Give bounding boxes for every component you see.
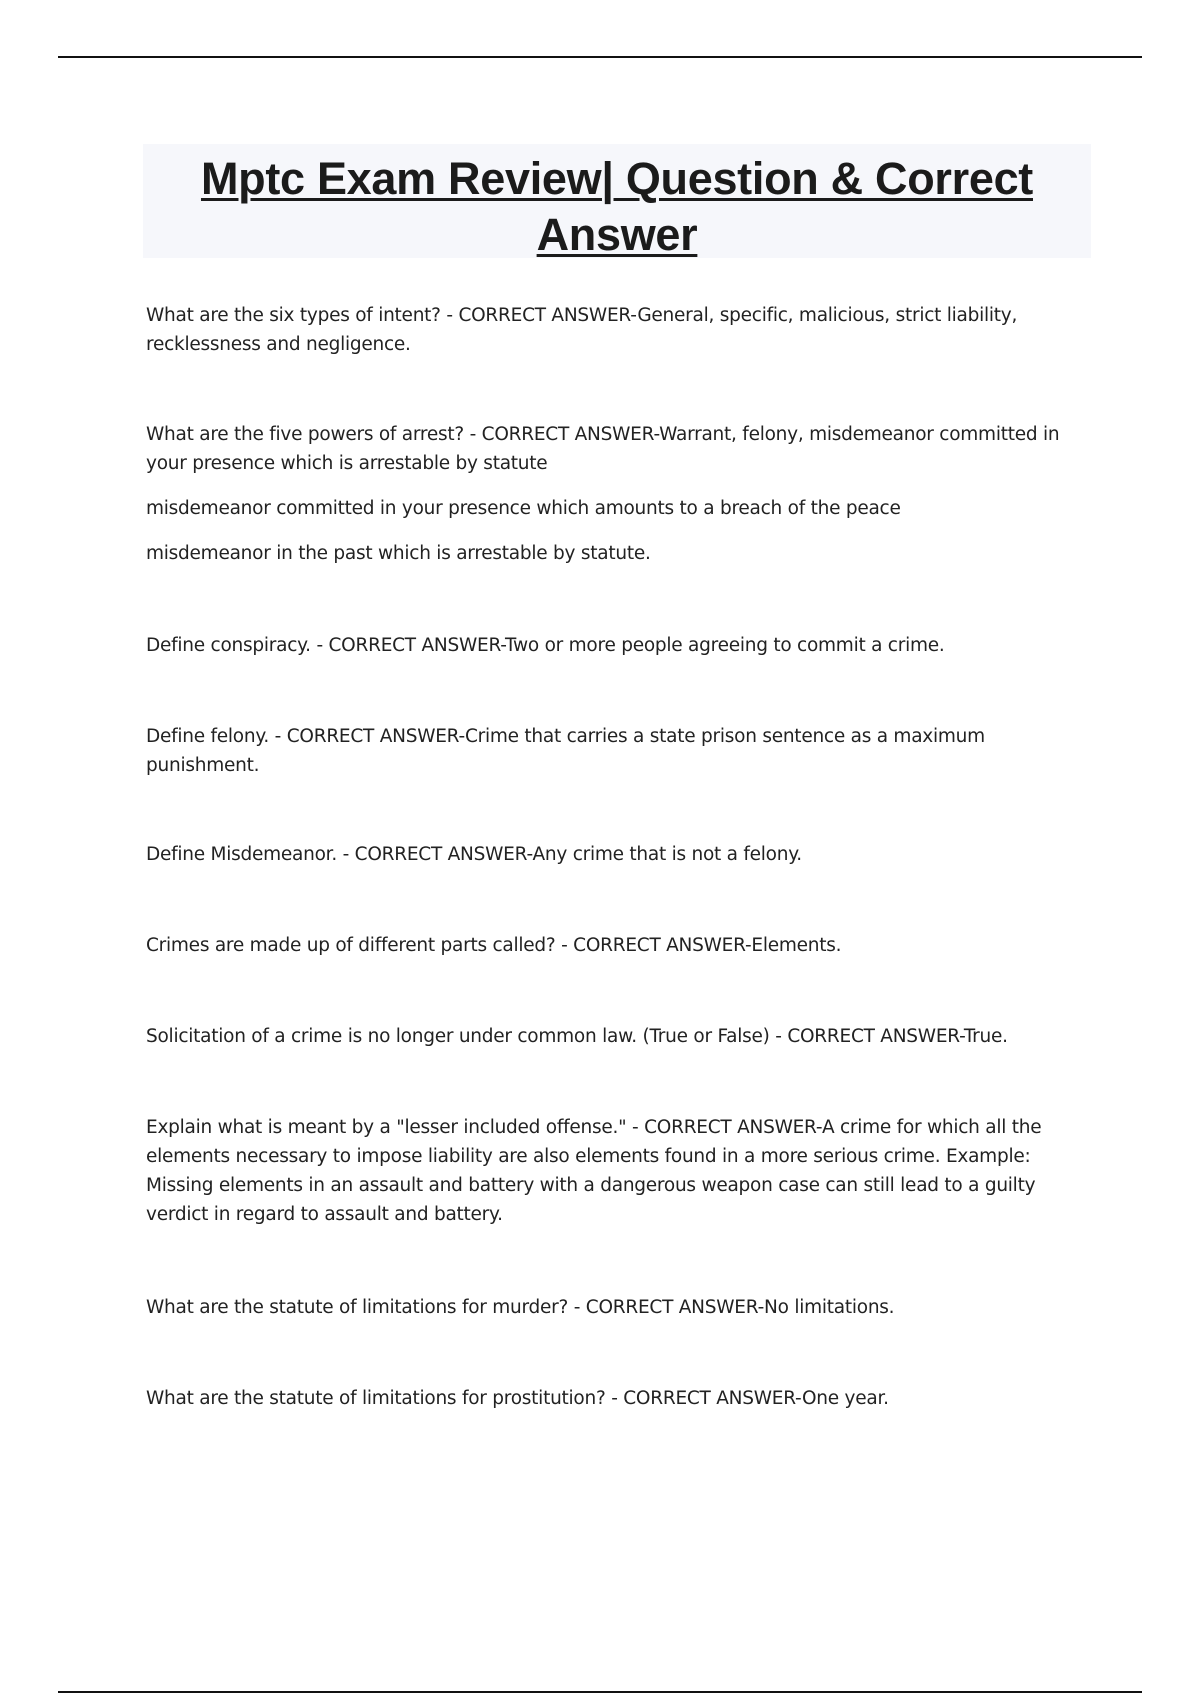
qa-answer-label: CORRECT ANSWER-: [787, 1026, 964, 1047]
qa-answer: Two or more people agreeing to commit a crime.: [505, 635, 945, 656]
qa-answer: General, specific, malicious, strict liability, recklessness and negligence.: [146, 305, 1018, 355]
qa-item-1: [146, 420, 1086, 568]
qa-extra-line: misdemeanor committed in your presence which amounts to a breach of the peace: [146, 498, 901, 519]
qa-item-2: [146, 631, 945, 660]
qa-separator: -: [269, 726, 287, 747]
qa-separator: -: [310, 635, 329, 656]
qa-answer-label: CORRECT ANSWER-: [328, 635, 506, 656]
qa-item-3: [146, 722, 1086, 780]
qa-question: Crimes are made up of different parts called?: [146, 935, 556, 956]
qa-item-5: [146, 931, 841, 960]
qa-separator: -: [769, 1026, 788, 1047]
qa-answer: Warrant, felony, misdemeanor committed in your presence which is arrestable by statute: [146, 424, 1060, 474]
qa-answer: True.: [963, 1026, 1008, 1047]
qa-item-7: [146, 1113, 1086, 1229]
qa-separator: -: [626, 1117, 645, 1138]
qa-question: Define Misdemeanor.: [146, 844, 337, 865]
qa-question: What are the statute of limitations for murder?: [146, 1297, 569, 1318]
qa-separator: -: [463, 424, 482, 445]
qa-separator: -: [555, 935, 574, 956]
qa-answer-label: CORRECT ANSWER-: [585, 1297, 765, 1318]
qa-answer-label: CORRECT ANSWER-: [481, 424, 660, 445]
qa-answer: Any crime that is not a felony.: [532, 844, 802, 865]
qa-answer: One year.: [802, 1388, 889, 1409]
qa-question: What are the statute of limitations for prostitution?: [146, 1388, 606, 1409]
qa-item-8: [146, 1293, 894, 1322]
qa-question: What are the six types of intent?: [146, 305, 441, 326]
qa-answer: Crime that carries a state prison sentence as a maximum punishment.: [146, 726, 985, 776]
qa-item-4: [146, 840, 802, 869]
qa-question: What are the five powers of arrest?: [146, 424, 464, 445]
qa-question: Solicitation of a crime is no longer under common law. (True or False): [146, 1026, 770, 1047]
qa-separator: -: [605, 1388, 624, 1409]
qa-answer-label: CORRECT ANSWER-: [458, 305, 638, 326]
qa-answer: A crime for which all the elements necessary to impose liability are also elements found in a more serious crime. Example: Missing elements in an assault and battery with a dangerous weapon case can still lead to a guilty verdict in regard to assault and battery.: [146, 1117, 1042, 1225]
top-divider: [58, 56, 1142, 58]
title-banner: [143, 144, 1091, 258]
qa-item-6: [146, 1022, 1008, 1051]
qa-question: Define felony.: [146, 726, 270, 747]
qa-item-0: [146, 301, 1086, 359]
qa-answer-label: CORRECT ANSWER-: [286, 726, 465, 747]
qa-answer-label: CORRECT ANSWER-: [354, 844, 533, 865]
qa-separator: -: [336, 844, 355, 865]
qa-separator: -: [568, 1297, 586, 1318]
qa-answer: No limitations.: [764, 1297, 895, 1318]
qa-extra-line: misdemeanor in the past which is arrestable by statute.: [146, 543, 651, 564]
page-title: Mptc Exam Review| Question & Correct Answer: [200, 153, 1033, 260]
qa-question: Define conspiracy.: [146, 635, 311, 656]
qa-answer: Elements.: [751, 935, 842, 956]
bottom-divider: [58, 1691, 1142, 1693]
qa-question: Explain what is meant by a "lesser included offense.": [146, 1117, 627, 1138]
qa-item-9: [146, 1384, 889, 1413]
qa-answer-label: CORRECT ANSWER-: [573, 935, 752, 956]
qa-separator: -: [440, 305, 459, 326]
qa-answer-label: CORRECT ANSWER-: [623, 1388, 802, 1409]
qa-answer-label: CORRECT ANSWER-: [644, 1117, 822, 1138]
